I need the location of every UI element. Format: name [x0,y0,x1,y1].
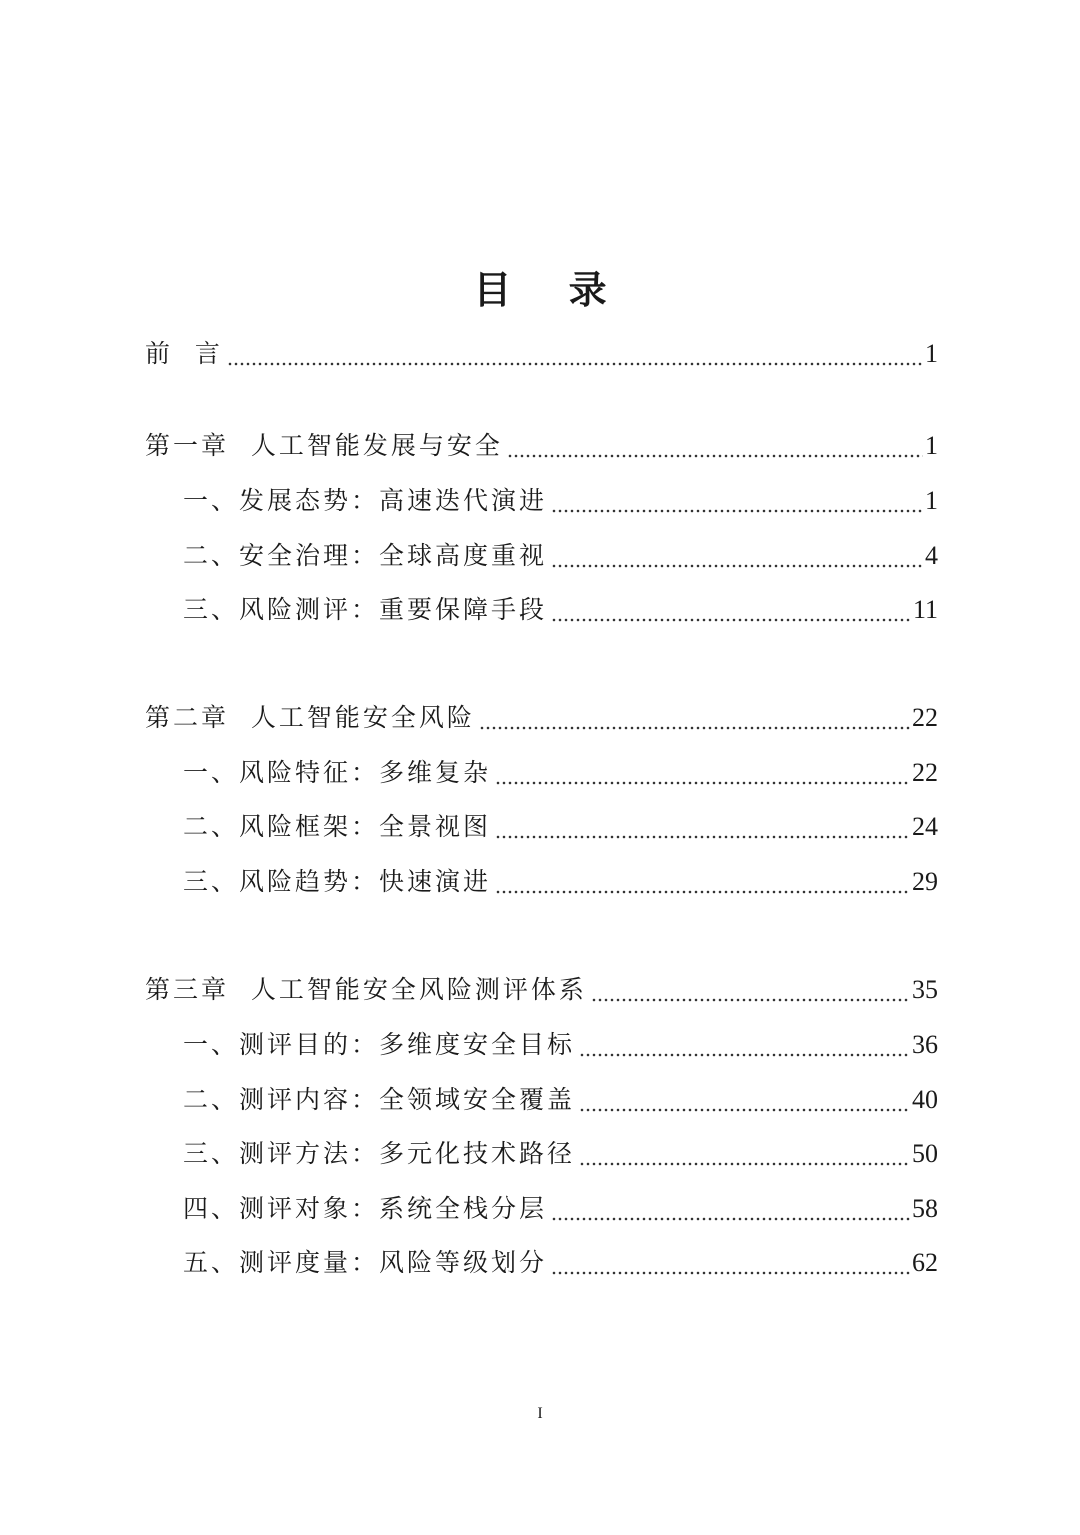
toc-entry-label: 第三章 人工智能安全风险测评体系 [145,975,587,1004]
toc-entry-2-1[interactable] [183,753,938,793]
dot-leader [495,753,910,793]
toc-entry-chapter-2[interactable] [145,698,938,738]
dot-leader [551,536,923,576]
dot-leader [551,590,911,630]
dot-leader [591,970,910,1010]
toc-page-number: 35 [912,975,938,1004]
toc-entry-preface[interactable] [145,334,938,374]
page-number-footer: I [537,1405,543,1422]
toc-entry-3-1[interactable] [183,1025,938,1065]
toc-title: 目 录 [473,267,629,312]
toc-entry-chapter-3[interactable] [145,970,938,1010]
dot-leader [495,862,910,902]
dot-leader [551,481,923,521]
toc-entry-2-2[interactable] [183,807,938,847]
dot-leader [507,426,923,466]
toc-entry-label: 一、发展态势：高速迭代演进 [183,486,548,515]
toc-page-number: 1 [925,486,938,515]
toc-entry-label: 前 言 [145,339,223,368]
toc-page-number: 36 [912,1030,938,1059]
toc-entry-3-3[interactable] [183,1134,938,1174]
dot-leader [227,334,923,374]
toc-entry-1-3[interactable] [183,590,938,630]
toc-entry-3-2[interactable] [183,1080,938,1120]
toc-page-number: 62 [912,1248,938,1277]
toc-page-number: 50 [912,1139,938,1168]
toc-entry-1-1[interactable] [183,481,938,521]
toc-page-number: 1 [925,339,938,368]
toc-entry-chapter-1[interactable] [145,426,938,466]
toc-entry-label: 二、风险框架：全景视图 [183,812,492,841]
toc-entry-label: 第一章 人工智能发展与安全 [145,431,503,460]
toc-entry-1-2[interactable] [183,536,938,576]
dot-leader [551,1243,910,1283]
toc-page-number: 58 [912,1194,938,1223]
toc-page-number: 11 [912,595,938,624]
dot-leader [579,1025,910,1065]
toc-entry-label: 三、测评方法：多元化技术路径 [183,1139,576,1168]
toc-entry-label: 二、测评内容：全领域安全覆盖 [183,1085,576,1114]
toc-entry-3-4[interactable] [183,1189,938,1229]
toc-entry-label: 四、测评对象：系统全栈分层 [183,1194,548,1223]
dot-leader [495,807,910,847]
toc-page-number: 24 [912,812,938,841]
dot-leader [551,1189,910,1229]
toc-page-number: 22 [912,758,938,787]
toc-entry-label: 三、风险趋势：快速演进 [183,867,492,896]
toc-entry-label: 三、风险测评：重要保障手段 [183,595,548,624]
toc-page-number: 1 [925,431,938,460]
toc-entry-3-5[interactable] [183,1243,938,1283]
toc-page-number: 22 [912,703,938,732]
dot-leader [479,698,910,738]
toc-entry-label: 第二章 人工智能安全风险 [145,703,475,732]
dot-leader [579,1080,910,1120]
toc-entry-label: 五、测评度量：风险等级划分 [183,1248,548,1277]
toc-page-number: 4 [925,541,938,570]
toc-entry-label: 二、安全治理：全球高度重视 [183,541,548,570]
toc-entry-label: 一、测评目的：多维度安全目标 [183,1030,576,1059]
toc-entry-2-3[interactable] [183,862,938,902]
dot-leader [579,1134,910,1174]
toc-page-number: 40 [912,1085,938,1114]
toc-entry-label: 一、风险特征：多维复杂 [183,758,492,787]
toc-page-number: 29 [912,867,938,896]
